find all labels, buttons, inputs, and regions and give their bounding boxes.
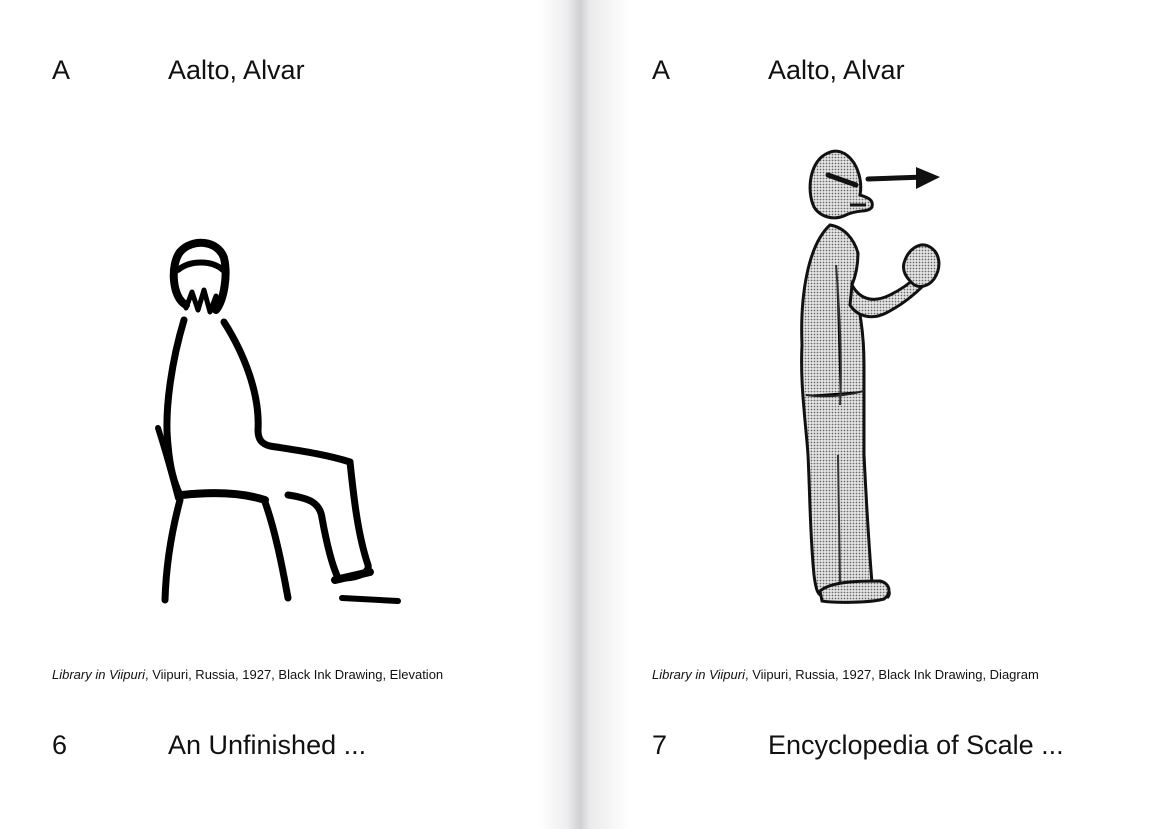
figure-caption	[652, 666, 1092, 684]
index-letter: A	[52, 55, 71, 85]
header-title: Aalto, Alvar	[768, 55, 905, 85]
caption-italic-title: Library in Viipuri	[652, 667, 745, 682]
caption-italic-title: Library in Viipuri	[52, 667, 145, 682]
right-page	[580, 0, 1161, 829]
footer-title: An Unfinished ...	[168, 730, 367, 760]
footer-title: Encyclopedia of Scale ...	[768, 730, 1064, 760]
page-number: 6	[52, 730, 68, 760]
standing-figure-halftone-drawing	[780, 135, 1010, 615]
left-page	[0, 0, 580, 829]
figure-caption	[52, 666, 492, 684]
seated-figure-drawing	[120, 230, 420, 615]
caption-details: , Viipuri, Russia, 1927, Black Ink Drawing, Diagram	[744, 667, 1039, 682]
index-letter: A	[652, 55, 671, 85]
caption-details: , Viipuri, Russia, 1927, Black Ink Drawing, Elevation	[144, 667, 444, 682]
header-title: Aalto, Alvar	[168, 55, 305, 85]
page-number: 7	[652, 730, 668, 760]
